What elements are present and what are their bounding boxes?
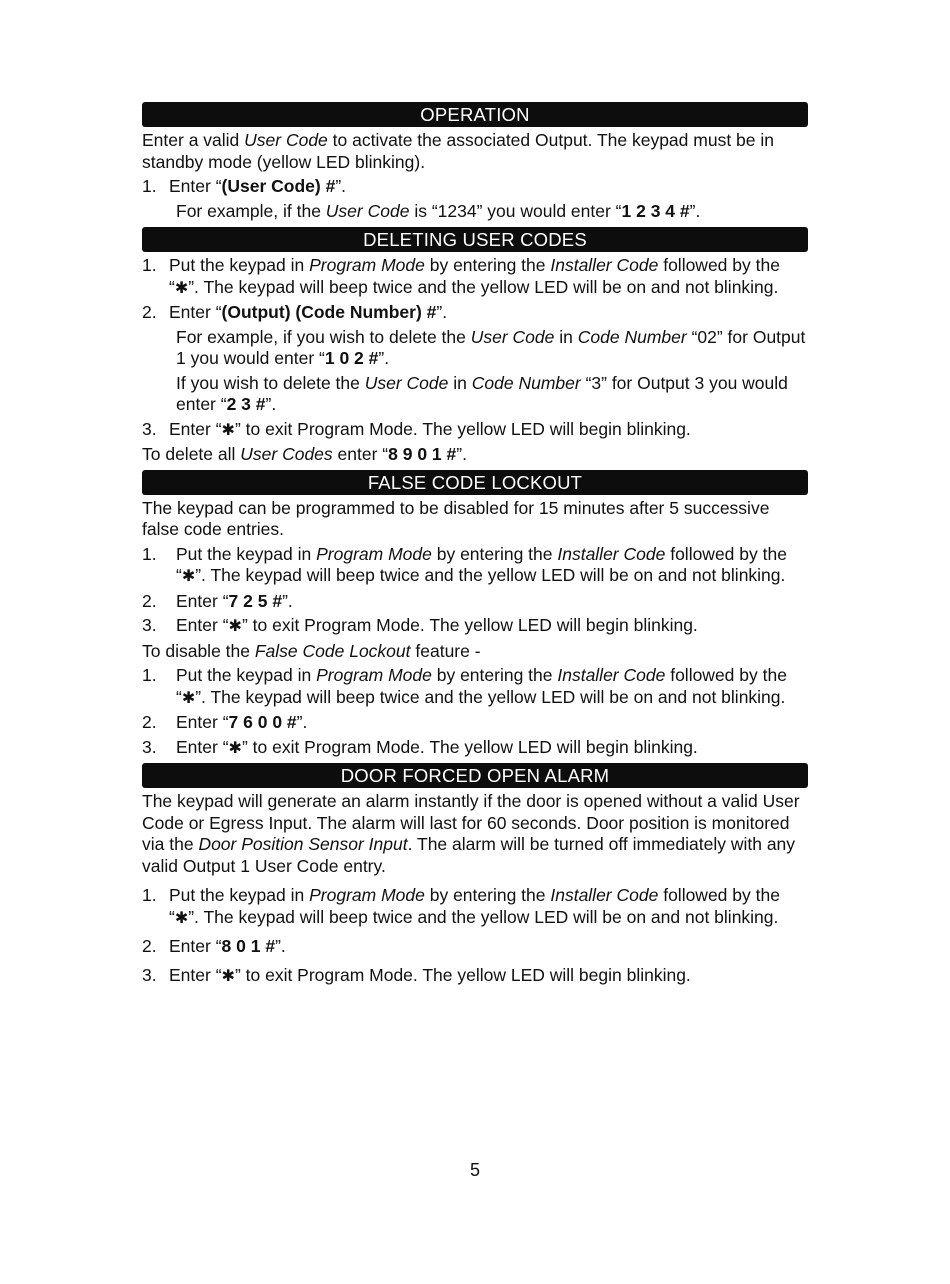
key-sequence: 7 6 0 0 # (228, 712, 297, 732)
text-run: ”. The keypad will beep twice and the yellow LED will be on and not blinking. (195, 686, 786, 707)
key-sequence: (Output) (Code Number) # (221, 302, 437, 322)
italic-term: Program Mode (309, 885, 425, 905)
italic-term: User Code (364, 372, 449, 393)
text-run: ”. (335, 176, 347, 196)
text-run: by entering the (424, 885, 551, 905)
italic-term: Code Number (471, 372, 581, 393)
key-sequence: 8 9 0 1 # (388, 444, 457, 464)
key-sequence: (User Code) # (221, 176, 336, 196)
step-text (176, 615, 698, 635)
text-run: ”. The keypad will beep twice and the yellow LED will be on and not blinking. (188, 906, 779, 927)
text-run: Enter a valid (142, 130, 245, 150)
italic-term: Program Mode (316, 665, 432, 685)
deleting-step-2 (142, 302, 808, 324)
italic-term: Program Mode (316, 543, 432, 564)
italic-term: User Code (470, 326, 555, 347)
lockout-step-1 (142, 544, 808, 588)
key-sequence: 2 3 # (226, 394, 266, 414)
lockout-disable-note (142, 641, 808, 663)
lockout-step-3 (142, 615, 808, 638)
italic-term: Installer Code (557, 665, 666, 685)
text-run: in (554, 326, 578, 347)
text-run: ” to exit Program Mode. The yellow LED will begin blinking. (234, 964, 691, 985)
italic-term: Code Number (577, 326, 687, 347)
section-header-deleting-user-codes: DELETING USER CODES (142, 227, 808, 252)
step-text (176, 591, 293, 611)
text-run: ” to exit Program Mode. The yellow LED will begin blinking. (234, 418, 691, 439)
asterisk-key-icon: ✱ (221, 967, 235, 985)
doorforced-intro (142, 791, 808, 877)
text-run: Enter “ (169, 418, 222, 439)
text-run: Enter “ (176, 736, 229, 757)
text-run: ”. (378, 348, 390, 368)
step-text (176, 544, 787, 586)
text-run: ”. The keypad will beep twice and the yellow LED will be on and not blinking. (188, 276, 779, 297)
doorforced-step-1 (142, 885, 808, 929)
step-text (169, 302, 447, 322)
step-text (169, 419, 691, 439)
step-text (169, 936, 286, 956)
text-run: Enter “ (169, 176, 222, 196)
italic-term: Installer Code (550, 885, 659, 905)
text-run: . The alarm will be turned off immediately with any valid Output 1 User Code entry. (142, 834, 796, 876)
manual-page (142, 102, 808, 987)
text-run: For example, if you wish to delete the (176, 326, 471, 347)
text-run: Enter “ (176, 615, 229, 635)
text-run: “3” for Output 3 you would enter “ (176, 372, 788, 414)
deleting-example-1 (142, 327, 808, 370)
text-run: is “1234” you would enter “ (409, 200, 622, 221)
lockout-disable-step-2 (142, 712, 808, 734)
text-run: ” to exit Program Mode. The yellow LED will begin blinking. (241, 615, 698, 635)
operation-example (142, 201, 808, 223)
text-run: to activate the associated Output. The keypad must be in standby mode (yellow LED blinking). (142, 130, 774, 172)
section-header-door-forced-open-alarm: DOOR FORCED OPEN ALARM (142, 763, 808, 788)
step-text (176, 665, 787, 707)
page-number: 5 (469, 1160, 480, 1180)
step-number: 1. (142, 665, 157, 685)
text-run: ”. (689, 200, 701, 221)
deleting-step-1 (142, 255, 808, 299)
text-run: followed by the “ (169, 255, 780, 297)
text-run: ”. The keypad will beep twice and the yellow LED will be on and not blinking. (195, 565, 786, 585)
deleting-step-3 (142, 419, 808, 442)
text-run: If you wish to delete the (176, 372, 365, 393)
text-run: To disable the (142, 640, 255, 661)
step-number: 2. (142, 302, 157, 322)
asterisk-key-icon: ✱ (174, 909, 189, 927)
step-number: 1. (142, 885, 157, 905)
step-text (169, 255, 780, 297)
italic-term: False Code Lockout (254, 640, 411, 661)
italic-term: Program Mode (309, 255, 425, 275)
text-run: The keypad can be programmed to be disabled for 15 minutes after 5 successive false code entries. (142, 497, 770, 539)
step-text (169, 885, 780, 927)
step-number: 2. (142, 590, 157, 611)
asterisk-key-icon: ✱ (174, 279, 189, 297)
italic-term: Installer Code (557, 543, 666, 564)
asterisk-key-icon: ✱ (228, 739, 242, 757)
italic-term: Installer Code (550, 255, 659, 275)
key-sequence: 1 2 3 4 # (621, 200, 690, 221)
text-run: in (448, 372, 472, 393)
italic-term: Door Position Sensor Input (198, 834, 408, 854)
italic-term: User Codes (240, 444, 333, 464)
key-sequence: 1 0 2 # (324, 348, 379, 368)
text-run: Enter “ (176, 712, 229, 732)
text-run: “02” for Output 1 you would enter “ (176, 326, 806, 368)
text-run: ”. (456, 444, 467, 464)
step-number: 1. (142, 543, 157, 564)
delete-all-note (142, 444, 808, 466)
asterisk-key-icon: ✱ (221, 421, 235, 439)
deleting-example-2 (142, 373, 808, 416)
text-run: enter “ (332, 444, 389, 464)
text-run: Enter “ (169, 302, 222, 322)
text-run: Put the keypad in (169, 885, 310, 905)
section-header-false-code-lockout: FALSE CODE LOCKOUT (142, 470, 808, 495)
text-run: by entering the (424, 255, 551, 275)
text-run: by entering the (431, 665, 558, 685)
text-run: Put the keypad in (176, 665, 317, 685)
text-run: To delete all (142, 444, 241, 464)
text-run: followed by the “ (169, 885, 780, 927)
step-number: 2. (142, 936, 157, 956)
text-run: ”. (436, 302, 448, 322)
italic-term: User Code (325, 200, 410, 221)
key-sequence: 8 0 1 # (221, 936, 276, 956)
step-number: 3. (142, 736, 157, 757)
step-number: 1. (142, 255, 157, 275)
text-run: ”. (282, 590, 293, 611)
step-text (176, 737, 698, 757)
step-text (176, 712, 307, 732)
step-number: 1. (142, 176, 157, 196)
text-run: Enter “ (169, 964, 222, 985)
text-run: For example, if the (176, 200, 326, 221)
section-header-operation: OPERATION (142, 102, 808, 127)
text-run: The keypad will generate an alarm instantly if the door is opened without a valid User Code or Egress Input. The alarm will last for 60 seconds. Door position is monitored via the (142, 791, 800, 854)
text-run: feature - (410, 640, 481, 661)
doorforced-step-3 (142, 965, 808, 988)
text-run: followed by the “ (176, 543, 787, 585)
text-run: by entering the (431, 543, 558, 564)
text-run: Enter “ (169, 936, 222, 956)
asterisk-key-icon: ✱ (228, 618, 242, 635)
text-run: ”. (275, 936, 286, 956)
lockout-disable-step-3 (142, 737, 808, 760)
step-number: 3. (142, 964, 157, 985)
asterisk-key-icon: ✱ (181, 568, 196, 585)
lockout-intro (142, 498, 808, 541)
text-run: ” to exit Program Mode. The yellow LED will begin blinking. (241, 736, 698, 757)
text-run: Put the keypad in (176, 543, 317, 564)
asterisk-key-icon: ✱ (181, 689, 196, 707)
operation-step-1 (142, 176, 808, 198)
step-text (169, 176, 346, 196)
text-run: Enter “ (176, 590, 229, 611)
text-run: followed by the “ (176, 665, 787, 707)
text-run: ”. (296, 712, 308, 732)
operation-intro (142, 130, 808, 173)
step-number: 2. (142, 712, 157, 732)
step-number: 3. (142, 615, 157, 635)
step-number: 3. (142, 418, 157, 439)
step-text (169, 965, 691, 985)
text-run: ”. (265, 394, 277, 414)
text-run: Put the keypad in (169, 255, 310, 275)
doorforced-step-2 (142, 936, 808, 958)
lockout-disable-step-1 (142, 665, 808, 709)
italic-term: User Code (244, 130, 328, 150)
lockout-step-2 (142, 591, 808, 613)
key-sequence: 7 2 5 # (228, 590, 283, 611)
